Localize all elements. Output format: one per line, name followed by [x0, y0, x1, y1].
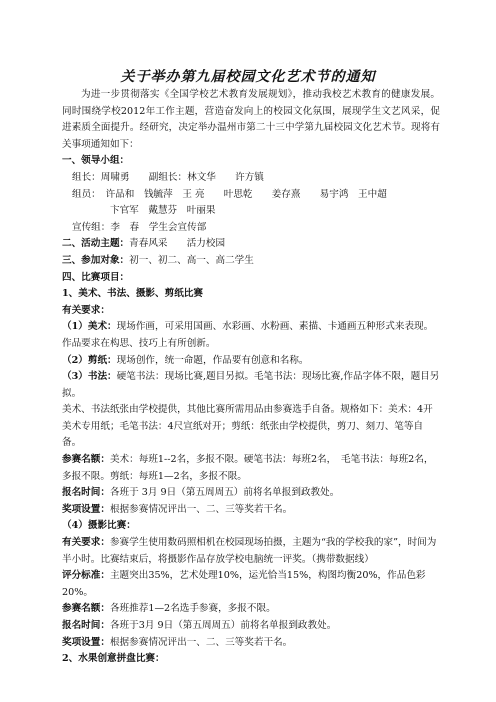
registration-line [62, 485, 440, 502]
item1-heading: 1、美术、书法、摄影、剪纸比赛 [62, 288, 203, 300]
papercut-text: 现场创作，统一命题，作品要有创意和名称。 [116, 354, 309, 366]
art-line [62, 319, 440, 352]
publicity-line: 宣传组：李 春 学生会宣传部 [72, 221, 207, 233]
art-text: 现场作画，可采用国画、水彩画、水粉画、素描、卡通画五种形式来表现。作品要求在构思、技巧上有所创新。 [62, 321, 434, 349]
requirements-label: 有关要求： [62, 304, 110, 316]
leaders-line: 组长：周啸勇 副组长：林文华 许方镇 [72, 171, 264, 183]
document-body [62, 87, 440, 668]
awards-text: 根据参赛情况评出一、二、三等奖若干名。 [109, 503, 293, 515]
item2-heading: 2、水果创意拼盘比赛： [62, 653, 165, 665]
section-events-heading: 四、比赛项目： [62, 271, 130, 283]
registration-label: 报名时间： [62, 487, 110, 499]
photo-awards-label: 奖项设置： [62, 636, 110, 648]
photo-quota-line [62, 601, 440, 618]
theme-text: 青春风采 活力校园 [129, 238, 226, 250]
participants-line [62, 253, 440, 270]
materials-paragraph: 美术、书法纸张由学校提供，其他比赛所需用品由参赛选手自备。规格如下：美术：4开美术专用纸；毛笔书法：4尺宣纸对开；剪纸：纸张由学校提供，剪刀、刻刀、笔等自备。 [62, 404, 433, 449]
photo-awards-text: 根据参赛情况评出一、二、三等奖若干名。 [109, 636, 293, 648]
members-line-continued: 卞官军 戴慧芬 叶丽果 [110, 205, 216, 217]
quota-text: 美术：每班1--2名，多报不限。硬笔书法：每班2名， 毛笔书法：每班2名，多报不限。剪纸：每班1—2名，多报不限。 [62, 454, 434, 482]
registration-text: 各班于 3月 9日（第五周周五）前将名单报到政教处。 [109, 487, 340, 499]
art-label: （1）美术： [62, 321, 117, 333]
intro-paragraph: 为进一步贯彻落实《全国学校艺术教育发展规划》，推动我校艺术教育的健康发展。同时围绕学校2012年工作主题，营造奋发向上的校园文化氛围，展现学生文艺风采，促进素质全面提升。经研究，决定举办温州市第二十三中学第九届校园文化艺术节。现将有关事项通知如下： [62, 89, 440, 150]
awards-line [62, 502, 440, 519]
section-leadership-heading: 一、领导小组： [62, 155, 130, 167]
papercut-line [62, 353, 440, 370]
photo-registration-text: 各班于3月 9日（第五周周五）前将名单报到政教处。 [109, 620, 337, 631]
participants-label: 三、参加对象： [62, 254, 130, 266]
photo-registration-label: 报名时间： [62, 620, 110, 631]
notice-title: 关于举办第九届校园文化艺术节的通知 [120, 69, 376, 85]
criteria-text: 主题突出35%，艺术处理10%，运光恰当15%，构图均衡20%，作品色彩20%。 [62, 570, 426, 598]
participants-text: 初一、初二、高一、高二学生 [129, 254, 254, 266]
papercut-label: （2）剪纸： [62, 354, 117, 366]
theme-line [62, 236, 440, 253]
photo-quota-label: 参赛名额： [62, 603, 110, 615]
photo-registration-line [62, 618, 440, 635]
calligraphy-line [62, 369, 440, 402]
calligraphy-label: （3）书法： [62, 371, 117, 383]
awards-label: 奖项设置： [62, 503, 110, 515]
criteria-line [62, 568, 440, 601]
photo-heading: （4）摄影比赛： [62, 520, 136, 532]
quota-line [62, 452, 440, 485]
criteria-label: 评分标准： [62, 570, 110, 582]
photo-requirements-text: 参赛学生使用数码照相机在校园现场拍摄，主题为“我的学校我的家”，时间为半小时。比赛结束后，将摄影作品存放学校电脑统一评奖。（携带数据线） [62, 537, 437, 565]
photo-quota-text: 各班推荐1—2名选手参赛，多报不限。 [109, 603, 276, 615]
theme-label: 二、活动主题： [62, 238, 130, 250]
members-line: 组员： 许品和 钱毓萍 王 亮 叶思乾 姜存熹 易宇鸿 王中超 [72, 188, 387, 200]
photo-awards-line [62, 635, 440, 652]
photo-requirements-line [62, 535, 440, 568]
calligraphy-text: 硬笔书法：现场比赛,题目另拟。毛笔书法：现场比赛,作品字体不限，题目另拟。 [62, 371, 440, 399]
quota-label: 参赛名额： [62, 454, 110, 466]
photo-requirements-label: 有关要求： [62, 537, 110, 549]
